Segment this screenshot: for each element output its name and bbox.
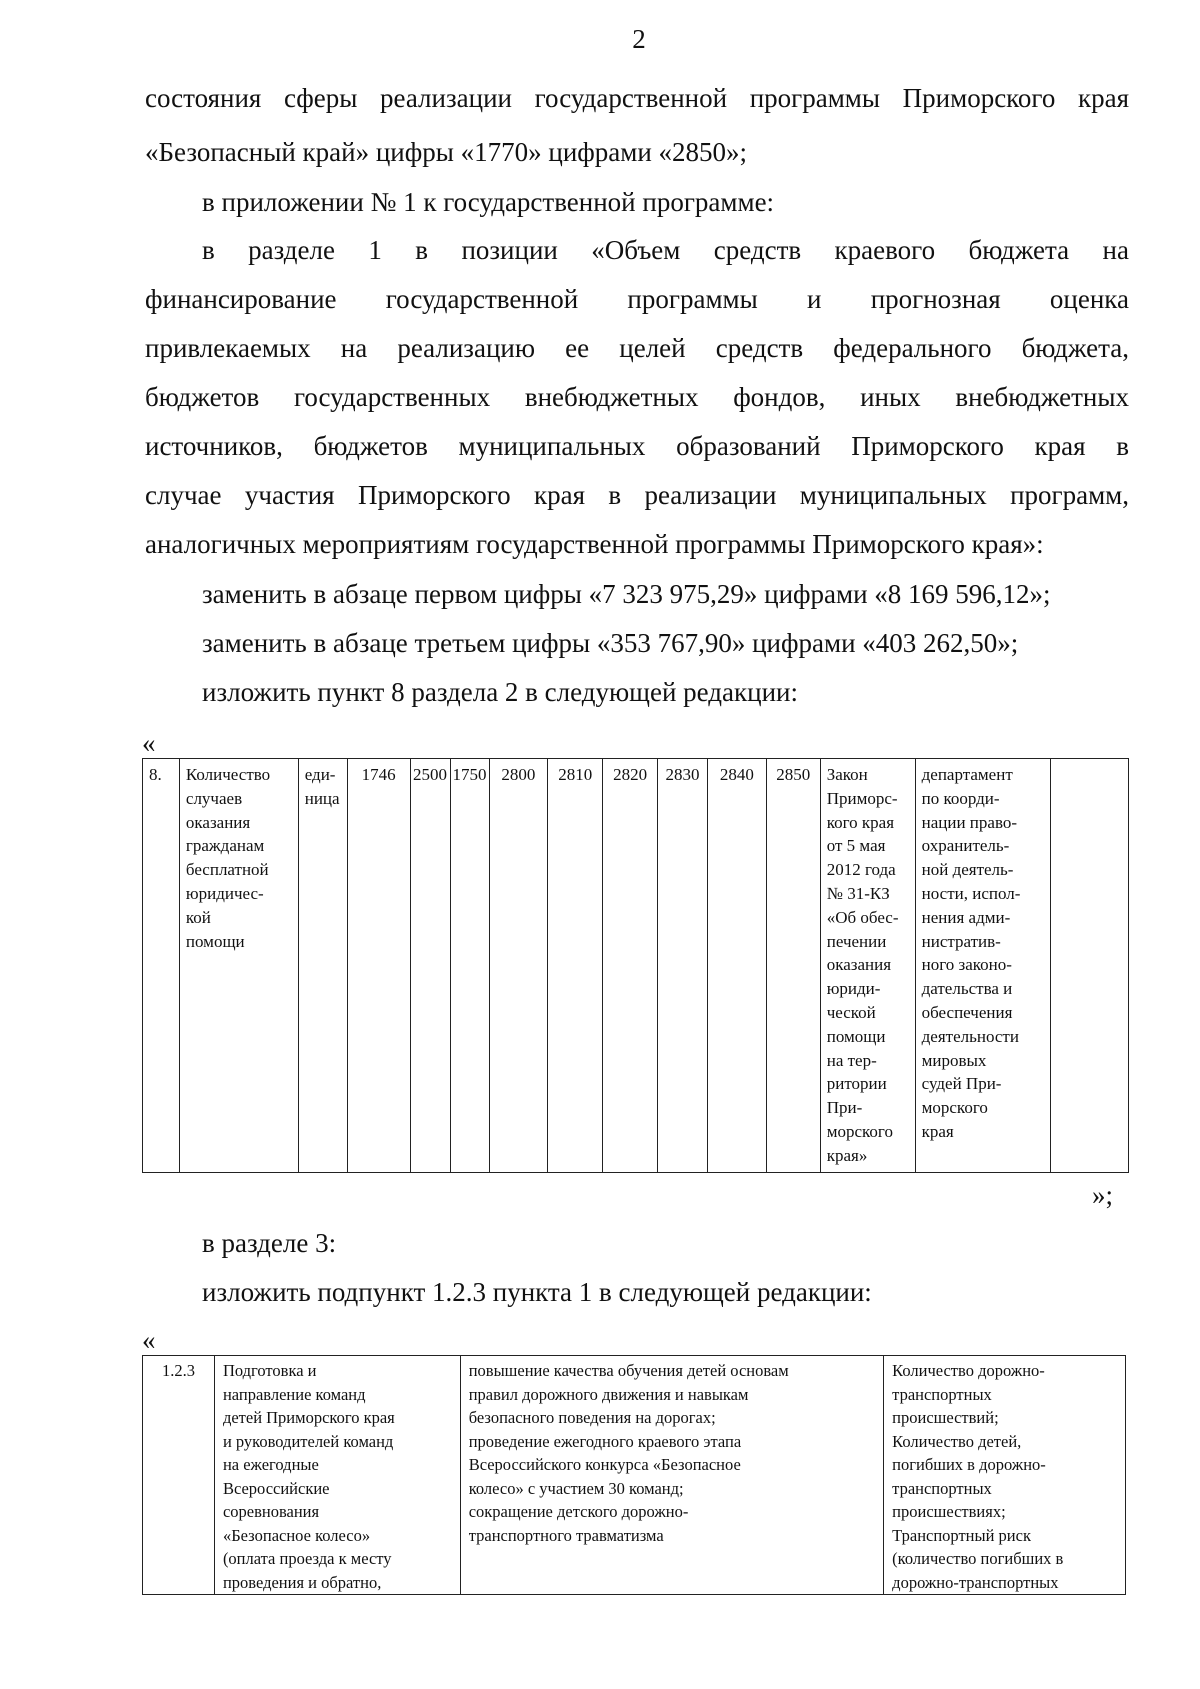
cell-line: оказания [826,955,892,975]
cell-line: судей При- [921,1074,1002,1094]
cell-line: происшествий; [892,1408,999,1427]
value-cell: 2820 [603,759,658,1173]
cell-line: колесо» с участием 30 команд; [468,1478,684,1498]
cell-line: на тер- [826,1050,877,1070]
value-cell: 2850 [766,759,820,1173]
cell-line: ной деятель- [921,860,1014,880]
close-quote: »; [1092,1180,1114,1210]
activity-table [142,1355,1126,1595]
value-cell: 2840 [708,759,767,1173]
cell-line: детей Приморского края [222,1408,395,1427]
paragraph-line: заменить в абзаце первом цифры «7 323 975,29» цифрами «8 169 596,12»; [202,579,1051,609]
cell-line: происшествиях; [892,1502,1006,1521]
row-number-cell [143,759,180,1173]
cell-line: кой [185,907,211,927]
activity-cell [214,1356,460,1595]
value-cell: 1750 [450,759,489,1173]
cell-line: ного законо- [921,955,1012,975]
cell-line: проведение ежегодного краевого этапа [468,1431,742,1451]
paragraph-line: аналогичных мероприятиям государственной программы Приморского края»: [145,529,1044,559]
cell-line: дорожно-транспортных [892,1572,1059,1592]
cell-line: Подготовка и [222,1361,317,1380]
cell-line: юриди- [826,979,881,999]
cell-line: Всероссийского конкурса «Безопасное [468,1455,741,1474]
cell-line: транспортного травматизма [468,1525,664,1545]
cell-line: ритории [826,1074,887,1094]
cell-line: деятельности [921,1026,1019,1046]
table-row [143,759,1129,1173]
unit-cell [298,759,347,1173]
cell-line: морского [826,1121,893,1141]
cell-line: от 5 мая [826,836,886,856]
cell-line: транспортных [892,1478,992,1498]
cell-line: оказания [185,812,251,832]
cell-line: мировых [921,1050,987,1070]
cell-line: помощи [826,1026,886,1046]
cell-line: Всероссийские [222,1478,330,1498]
cell-line: безопасного поведения на дорогах; [468,1408,716,1427]
paragraph-line: заменить в абзаце третьем цифры «353 767,90» цифрами «403 262,50»; [202,628,1019,658]
cell-line: Транспортный риск [892,1525,1031,1545]
paragraph-line: изложить подпункт 1.2.3 пункта 1 в следующей редакции: [202,1277,872,1307]
cell-line: «Об обес- [826,907,899,927]
cell-line: Количество [185,765,271,784]
paragraph-line: в разделе 3: [202,1228,337,1258]
cell-line: морского [921,1098,988,1118]
cell-line: направление команд [222,1384,366,1404]
law-cell [820,759,915,1173]
cell-line: помощи [185,931,245,951]
cell-line: (количество погибших в [892,1549,1064,1568]
paragraph-line: источников, бюджетов муниципальных образований Приморского края в [145,431,1129,461]
row-number: 8. [149,765,162,784]
cell-line: (оплата проезда к месту [222,1549,392,1568]
cell-line: погибших в дорожно- [892,1455,1046,1474]
cell-line: случаев [185,788,243,808]
cell-line: № 31-КЗ [826,883,890,903]
paragraph-line: бюджетов государственных внебюджетных фондов, иных внебюджетных [145,382,1129,412]
cell-line: Закон [826,765,868,784]
open-quote: « [142,728,156,758]
cell-line: края» [826,1145,868,1165]
cell-line: «Безопасное колесо» [222,1525,371,1545]
department-cell [915,759,1051,1173]
cell-line: по коорди- [921,788,1000,808]
cell-line: нации право- [921,812,1018,832]
cell-line: юридичес- [185,883,264,903]
paragraph-line: изложить пункт 8 раздела 2 в следующей редакции: [202,677,798,707]
cell-line: повышение качества обучения детей основам [468,1361,789,1380]
cell-line: ница [304,788,340,808]
empty-cell [1051,759,1129,1173]
cell-line: кого края [826,812,895,832]
cell-line: еди- [304,765,336,784]
cell-line: на ежегодные [222,1455,319,1474]
value-cell: 2800 [489,759,548,1173]
value-cell: 2830 [658,759,708,1173]
paragraph-line: «Безопасный край» цифры «1770» цифрами «2850»; [145,137,748,167]
page-number: 2 [632,24,646,54]
indicator-cell [884,1356,1126,1595]
cell-line: транспортных [892,1384,992,1404]
cell-line: печении [826,931,887,951]
paragraph-line: случае участия Приморского края в реализации муниципальных программ, [145,480,1129,510]
paragraph-line: привлекаемых на реализацию ее целей средств федерального бюджета, [145,333,1129,363]
paragraph-line: в приложении № 1 к государственной программе: [202,187,775,217]
cell-line: соревнования [222,1502,320,1521]
cell-line: охранитель- [921,836,1010,856]
cell-line: бесплатной [185,860,269,880]
open-quote: « [142,1325,156,1355]
cell-line: ческой [826,1002,876,1022]
paragraph-line: состояния сферы реализации государственной программы Приморского края [145,83,1129,113]
table-row [143,1356,1126,1595]
value-cell: 2500 [410,759,450,1173]
cell-line: правил дорожного движения и навыкам [468,1384,749,1404]
result-cell [460,1356,883,1595]
paragraph-line: в разделе 1 в позиции «Объем средств краевого бюджета на [202,235,1129,265]
indicator-name-cell [179,759,298,1173]
cell-line: сокращение детского дорожно- [468,1502,689,1521]
cell-line: обеспечения [921,1002,1013,1022]
cell-line: Количество дорожно- [892,1361,1045,1380]
cell-line: и руководителей команд [222,1431,394,1451]
cell-line: края [921,1121,954,1141]
cell-line: проведения и обратно, [222,1572,382,1592]
cell-line: дательства и [921,979,1013,999]
value-cell: 2810 [548,759,603,1173]
program-indicator-table [142,758,1129,1173]
paragraph-line: финансирование государственной программы и прогнозная оценка [145,284,1129,314]
cell-line: гражданам [185,836,265,856]
cell-line: 2012 года [826,860,896,880]
cell-line: При- [826,1098,863,1118]
cell-line: ности, испол- [921,883,1021,903]
cell-line: нистратив- [921,931,1001,951]
cell-line: Количество детей, [892,1431,1022,1451]
item-code-cell: 1.2.3 [143,1356,215,1595]
cell-line: департамент [921,765,1013,784]
cell-line: нения адми- [921,907,1011,927]
cell-line: Приморс- [826,788,898,808]
value-cell: 1746 [347,759,410,1173]
